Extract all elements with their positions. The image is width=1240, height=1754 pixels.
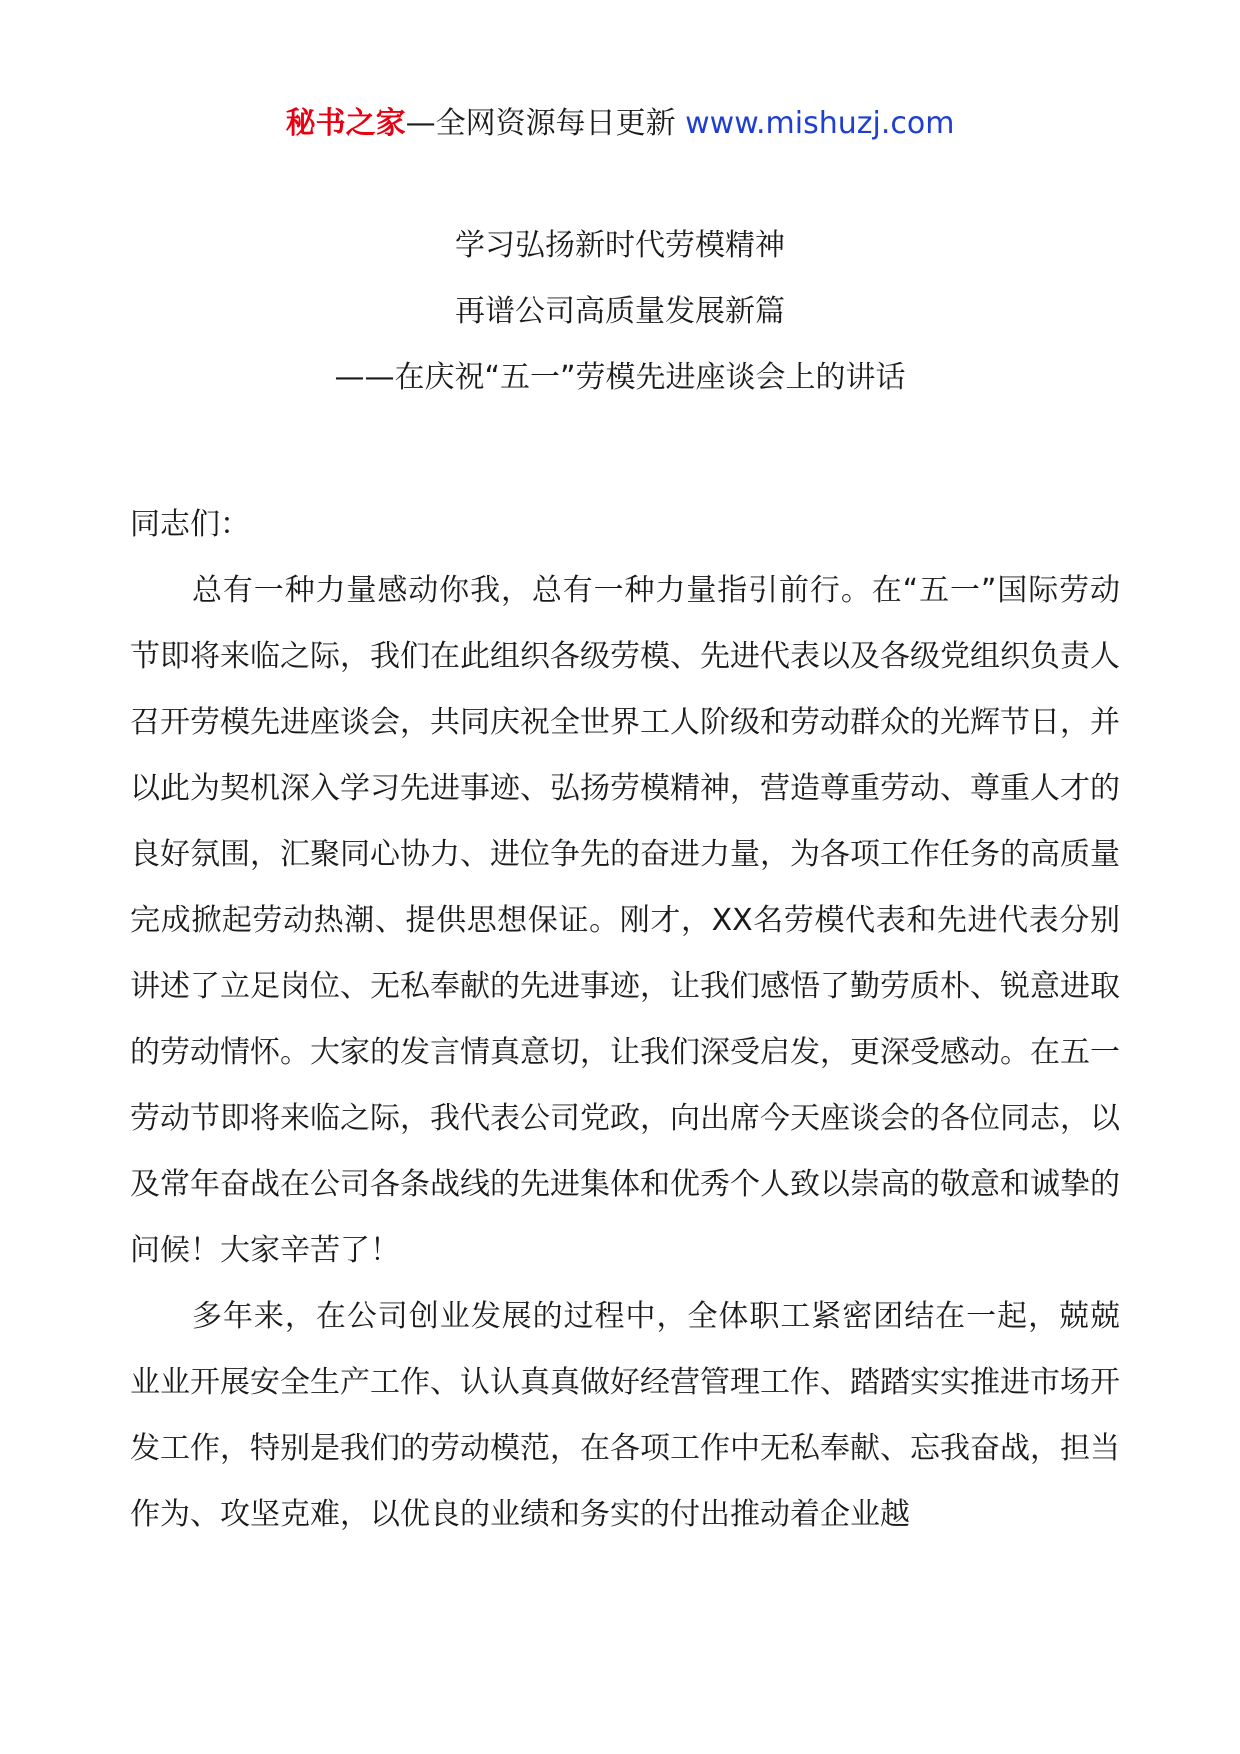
title-line-1: 学习弘扬新时代劳模精神: [455, 228, 785, 263]
site-url-link[interactable]: www.mishuzj.com: [685, 106, 955, 141]
salutation: 同志们：: [130, 507, 250, 542]
brand-name: 秘书之家: [285, 106, 406, 141]
site-header: [0, 100, 1240, 148]
paragraph-1: 总有一种力量感动你我，总有一种力量指引前行。在“五一”国际劳动节即将来临之际，我们在此组织各级劳模、先进代表以及各级党组织负责人召开劳模先进座谈会，共同庆祝全世界工人阶级和劳动群众的光辉节日，并以此为契机深入学习先进事迹、弘扬劳模精神，营造尊重劳动、尊重人才的良好氛围，汇聚同心协力、进位争先的奋进力量，为各项工作任务的高质量完成掀起劳动热潮、提供思想保证。刚才，XX名劳模代表和先进代表分别讲述了立足岗位、无私奉献的先进事迹，让我们感悟了勤劳质朴、锐意进取的劳动情怀。大家的发言情真意切，让我们深受启发，更深受感动。在五一劳动节即将来临之际，我代表公司党政，向出席今天座谈会的各位同志，以及常年奋战在公司各条战线的先进集体和优秀个人致以崇高的敬意和诚挚的问候！大家辛苦了！: [130, 573, 1120, 1268]
document-title: [0, 226, 1240, 424]
header-slogan: —全网资源每日更新: [405, 106, 686, 141]
subtitle-line: ——在庆祝“五一”劳模先进座谈会上的讲话: [334, 360, 906, 395]
title-line-2: 再谱公司高质量发展新篇: [455, 294, 785, 329]
document-body: [130, 492, 1120, 1548]
paragraph-2: 多年来，在公司创业发展的过程中，全体职工紧密团结在一起，兢兢业业开展安全生产工作、认认真真做好经营管理工作、踏踏实实推进市场开发工作，特别是我们的劳动模范，在各项工作中无私奉献、忘我奋战，担当作为、攻坚克难，以优良的业绩和务实的付出推动着企业越: [130, 1299, 1120, 1532]
